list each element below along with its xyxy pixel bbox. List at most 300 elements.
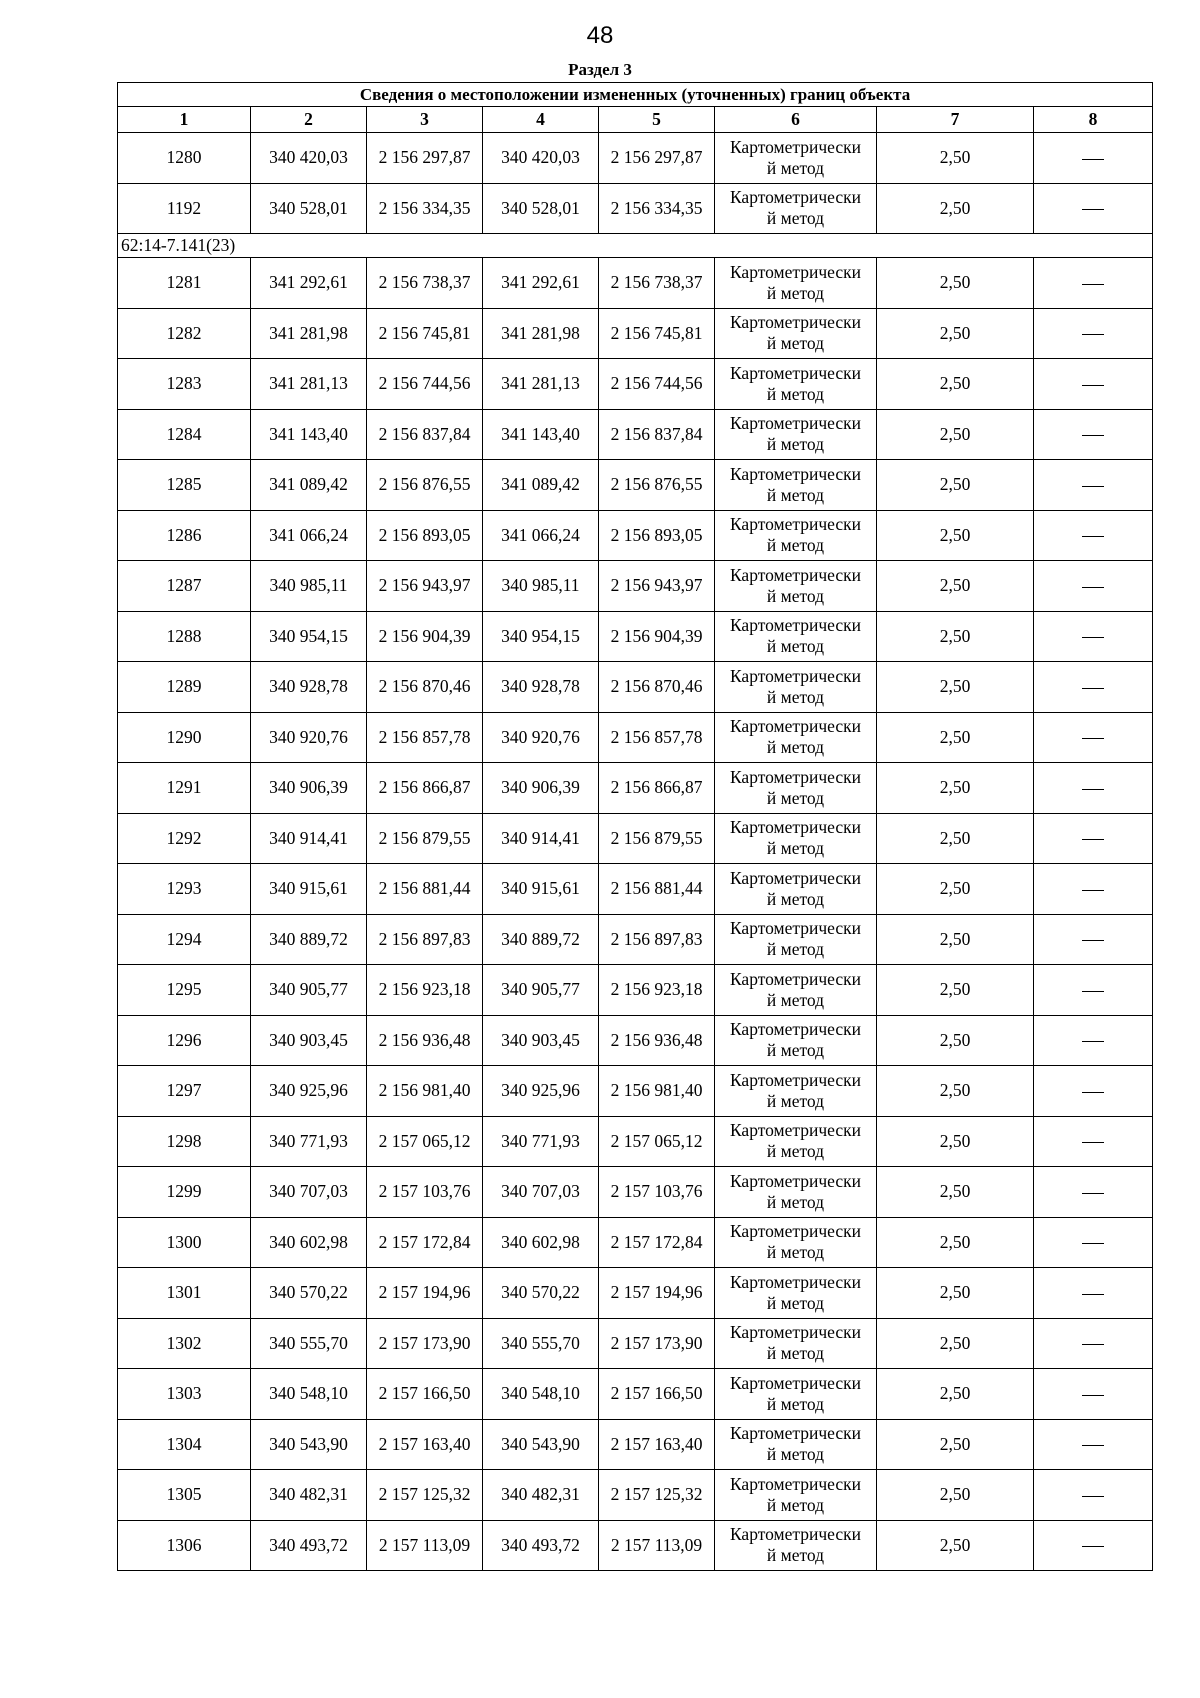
table-row xyxy=(118,914,1153,965)
note-cell xyxy=(1034,409,1153,460)
method-line: й метод xyxy=(766,535,825,556)
method-cell xyxy=(715,1217,877,1268)
x-new-cell: 340 707,03 xyxy=(483,1167,599,1218)
method-line: Картометрически xyxy=(729,312,862,333)
method-line: Картометрически xyxy=(729,463,862,484)
note-cell xyxy=(1034,1419,1153,1470)
y-old-cell: 2 156 866,87 xyxy=(367,763,483,814)
x-old-cell: 341 143,40 xyxy=(251,409,367,460)
point-number-cell: 1296 xyxy=(118,1015,251,1066)
point-number-cell: 1282 xyxy=(118,308,251,359)
accuracy-cell: 2,50 xyxy=(877,1419,1034,1470)
method-line: Картометрически xyxy=(729,1423,862,1444)
table-row xyxy=(118,258,1153,309)
page-number: 48 xyxy=(586,22,614,49)
table-row xyxy=(118,1470,1153,1521)
y-new-cell: 2 156 904,39 xyxy=(599,611,715,662)
accuracy-cell: 2,50 xyxy=(877,864,1034,915)
column-header: 3 xyxy=(367,107,483,133)
x-old-cell: 340 602,98 xyxy=(251,1217,367,1268)
method-cell xyxy=(715,460,877,511)
x-old-cell: 340 925,96 xyxy=(251,1066,367,1117)
y-old-cell: 2 157 172,84 xyxy=(367,1217,483,1268)
accuracy-cell: 2,50 xyxy=(877,133,1034,184)
point-number-cell: 1297 xyxy=(118,1066,251,1117)
x-new-cell: 340 528,01 xyxy=(483,183,599,234)
method-cell xyxy=(715,561,877,612)
accuracy-cell: 2,50 xyxy=(877,1520,1034,1571)
y-new-cell: 2 156 837,84 xyxy=(599,409,715,460)
dash-mark xyxy=(1082,486,1104,487)
x-old-cell: 341 089,42 xyxy=(251,460,367,511)
method-cell xyxy=(715,1419,877,1470)
method-cell xyxy=(715,183,877,234)
point-number-cell: 1302 xyxy=(118,1318,251,1369)
method-line: й метод xyxy=(766,434,825,455)
accuracy-cell: 2,50 xyxy=(877,409,1034,460)
accuracy-cell: 2,50 xyxy=(877,712,1034,763)
point-number-cell: 1295 xyxy=(118,965,251,1016)
y-new-cell: 2 156 744,56 xyxy=(599,359,715,410)
accuracy-cell: 2,50 xyxy=(877,914,1034,965)
method-line: Картометрически xyxy=(729,1271,862,1292)
y-new-cell: 2 156 334,35 xyxy=(599,183,715,234)
x-new-cell: 341 281,13 xyxy=(483,359,599,410)
y-new-cell: 2 156 738,37 xyxy=(599,258,715,309)
point-number-cell: 1305 xyxy=(118,1470,251,1521)
table-row xyxy=(118,763,1153,814)
method-line: Картометрически xyxy=(729,817,862,838)
note-cell xyxy=(1034,1015,1153,1066)
x-new-cell: 340 920,76 xyxy=(483,712,599,763)
point-number-cell: 1291 xyxy=(118,763,251,814)
y-old-cell: 2 156 981,40 xyxy=(367,1066,483,1117)
x-old-cell: 340 482,31 xyxy=(251,1470,367,1521)
method-line: й метод xyxy=(766,282,825,303)
note-cell xyxy=(1034,510,1153,561)
table-row xyxy=(118,133,1153,184)
x-new-cell: 340 903,45 xyxy=(483,1015,599,1066)
method-line: й метод xyxy=(766,1090,825,1111)
point-number-cell: 1298 xyxy=(118,1116,251,1167)
y-old-cell: 2 156 738,37 xyxy=(367,258,483,309)
dash-mark xyxy=(1082,1546,1104,1547)
note-cell xyxy=(1034,1167,1153,1218)
method-line: й метод xyxy=(766,383,825,404)
x-new-cell: 340 482,31 xyxy=(483,1470,599,1521)
dash-mark xyxy=(1082,1395,1104,1396)
table-row xyxy=(118,1268,1153,1319)
y-new-cell: 2 156 745,81 xyxy=(599,308,715,359)
y-new-cell: 2 156 297,87 xyxy=(599,133,715,184)
y-old-cell: 2 156 904,39 xyxy=(367,611,483,662)
note-cell xyxy=(1034,965,1153,1016)
accuracy-cell: 2,50 xyxy=(877,1066,1034,1117)
y-new-cell: 2 157 163,40 xyxy=(599,1419,715,1470)
dash-mark xyxy=(1082,1193,1104,1194)
accuracy-cell: 2,50 xyxy=(877,510,1034,561)
x-old-cell: 340 528,01 xyxy=(251,183,367,234)
point-number-cell: 1304 xyxy=(118,1419,251,1470)
method-cell xyxy=(715,1015,877,1066)
dash-mark xyxy=(1082,1041,1104,1042)
point-number-cell: 1283 xyxy=(118,359,251,410)
method-cell xyxy=(715,510,877,561)
group-label: 62:14-7.141(23) xyxy=(118,234,1153,258)
y-old-cell: 2 156 334,35 xyxy=(367,183,483,234)
method-line: й метод xyxy=(766,1242,825,1263)
method-line: Картометрически xyxy=(729,1069,862,1090)
x-old-cell: 340 543,90 xyxy=(251,1419,367,1470)
method-cell xyxy=(715,1369,877,1420)
method-cell xyxy=(715,662,877,713)
x-old-cell: 340 903,45 xyxy=(251,1015,367,1066)
method-cell xyxy=(715,1520,877,1571)
x-old-cell: 340 985,11 xyxy=(251,561,367,612)
dash-mark xyxy=(1082,1243,1104,1244)
table-row xyxy=(118,1217,1153,1268)
x-old-cell: 340 905,77 xyxy=(251,965,367,1016)
method-cell xyxy=(715,1318,877,1369)
accuracy-cell: 2,50 xyxy=(877,1217,1034,1268)
x-old-cell: 341 292,61 xyxy=(251,258,367,309)
x-old-cell: 340 906,39 xyxy=(251,763,367,814)
table-row xyxy=(118,1318,1153,1369)
accuracy-cell: 2,50 xyxy=(877,308,1034,359)
method-line: Картометрически xyxy=(729,1473,862,1494)
dash-mark xyxy=(1082,385,1104,386)
point-number-cell: 1306 xyxy=(118,1520,251,1571)
method-cell xyxy=(715,864,877,915)
point-number-cell: 1286 xyxy=(118,510,251,561)
dash-mark xyxy=(1082,789,1104,790)
method-line: Картометрически xyxy=(729,615,862,636)
method-cell xyxy=(715,763,877,814)
x-new-cell: 340 954,15 xyxy=(483,611,599,662)
accuracy-cell: 2,50 xyxy=(877,965,1034,1016)
x-new-cell: 340 928,78 xyxy=(483,662,599,713)
column-header: 1 xyxy=(118,107,251,133)
section-label: Раздел 3 xyxy=(568,60,632,79)
method-line: й метод xyxy=(766,585,825,606)
point-number-cell: 1288 xyxy=(118,611,251,662)
method-line: й метод xyxy=(766,157,825,178)
method-line: Картометрически xyxy=(729,918,862,939)
method-line: Картометрически xyxy=(729,716,862,737)
x-old-cell: 341 066,24 xyxy=(251,510,367,561)
point-number-cell: 1300 xyxy=(118,1217,251,1268)
accuracy-cell: 2,50 xyxy=(877,1318,1034,1369)
method-line: й метод xyxy=(766,787,825,808)
point-number-cell: 1294 xyxy=(118,914,251,965)
column-header: 5 xyxy=(599,107,715,133)
method-line: й метод xyxy=(766,636,825,657)
point-number-cell: 1290 xyxy=(118,712,251,763)
x-old-cell: 340 928,78 xyxy=(251,662,367,713)
y-new-cell: 2 156 870,46 xyxy=(599,662,715,713)
method-line: й метод xyxy=(766,1545,825,1566)
x-new-cell: 340 914,41 xyxy=(483,813,599,864)
note-cell xyxy=(1034,611,1153,662)
dash-mark xyxy=(1082,209,1104,210)
x-new-cell: 340 985,11 xyxy=(483,561,599,612)
x-old-cell: 340 548,10 xyxy=(251,1369,367,1420)
note-cell xyxy=(1034,1116,1153,1167)
accuracy-cell: 2,50 xyxy=(877,1116,1034,1167)
x-old-cell: 340 915,61 xyxy=(251,864,367,915)
accuracy-cell: 2,50 xyxy=(877,611,1034,662)
y-old-cell: 2 156 881,44 xyxy=(367,864,483,915)
method-line: й метод xyxy=(766,989,825,1010)
point-number-cell: 1287 xyxy=(118,561,251,612)
table-title: Сведения о местоположении измененных (уточненных) границ объекта xyxy=(118,83,1153,107)
y-old-cell: 2 157 125,32 xyxy=(367,1470,483,1521)
method-cell xyxy=(715,1066,877,1117)
y-new-cell: 2 157 172,84 xyxy=(599,1217,715,1268)
dash-mark xyxy=(1082,284,1104,285)
table-row xyxy=(118,712,1153,763)
method-cell xyxy=(715,1116,877,1167)
dash-mark xyxy=(1082,1294,1104,1295)
accuracy-cell: 2,50 xyxy=(877,1268,1034,1319)
y-old-cell: 2 156 936,48 xyxy=(367,1015,483,1066)
x-new-cell: 340 925,96 xyxy=(483,1066,599,1117)
method-line: Картометрически xyxy=(729,665,862,686)
method-line: Картометрически xyxy=(729,514,862,535)
method-line: Картометрически xyxy=(729,1372,862,1393)
dash-mark xyxy=(1082,890,1104,891)
y-new-cell: 2 156 943,97 xyxy=(599,561,715,612)
method-line: й метод xyxy=(766,838,825,859)
accuracy-cell: 2,50 xyxy=(877,1369,1034,1420)
table-row xyxy=(118,965,1153,1016)
method-line: Картометрически xyxy=(729,766,862,787)
dash-mark xyxy=(1082,991,1104,992)
note-cell xyxy=(1034,712,1153,763)
y-new-cell: 2 156 881,44 xyxy=(599,864,715,915)
method-cell xyxy=(715,914,877,965)
note-cell xyxy=(1034,561,1153,612)
method-line: Картометрически xyxy=(729,1322,862,1343)
method-line: Картометрически xyxy=(729,1221,862,1242)
note-cell xyxy=(1034,813,1153,864)
note-cell xyxy=(1034,914,1153,965)
coordinates-table xyxy=(117,82,1153,1571)
y-new-cell: 2 157 166,50 xyxy=(599,1369,715,1420)
method-line: Картометрически xyxy=(729,261,862,282)
note-cell xyxy=(1034,133,1153,184)
table-row xyxy=(118,561,1153,612)
accuracy-cell: 2,50 xyxy=(877,1470,1034,1521)
dash-mark xyxy=(1082,839,1104,840)
method-line: й метод xyxy=(766,686,825,707)
x-new-cell: 340 543,90 xyxy=(483,1419,599,1470)
accuracy-cell: 2,50 xyxy=(877,1167,1034,1218)
x-new-cell: 340 771,93 xyxy=(483,1116,599,1167)
method-line: й метод xyxy=(766,208,825,229)
point-number-cell: 1192 xyxy=(118,183,251,234)
accuracy-cell: 2,50 xyxy=(877,258,1034,309)
x-old-cell: 340 707,03 xyxy=(251,1167,367,1218)
dash-mark xyxy=(1082,159,1104,160)
y-old-cell: 2 157 194,96 xyxy=(367,1268,483,1319)
y-old-cell: 2 157 163,40 xyxy=(367,1419,483,1470)
method-cell xyxy=(715,611,877,662)
table-row xyxy=(118,864,1153,915)
method-line: й метод xyxy=(766,1040,825,1061)
x-old-cell: 341 281,98 xyxy=(251,308,367,359)
y-new-cell: 2 156 936,48 xyxy=(599,1015,715,1066)
dash-mark xyxy=(1082,536,1104,537)
dash-mark xyxy=(1082,587,1104,588)
accuracy-cell: 2,50 xyxy=(877,662,1034,713)
point-number-cell: 1281 xyxy=(118,258,251,309)
note-cell xyxy=(1034,460,1153,511)
table-row xyxy=(118,611,1153,662)
column-header: 8 xyxy=(1034,107,1153,133)
x-new-cell: 341 281,98 xyxy=(483,308,599,359)
table-row xyxy=(118,1066,1153,1117)
x-new-cell: 341 089,42 xyxy=(483,460,599,511)
dash-mark xyxy=(1082,1344,1104,1345)
y-new-cell: 2 157 113,09 xyxy=(599,1520,715,1571)
table-row xyxy=(118,359,1153,410)
y-new-cell: 2 157 173,90 xyxy=(599,1318,715,1369)
table-row xyxy=(118,1116,1153,1167)
method-line: Картометрически xyxy=(729,1120,862,1141)
column-header: 4 xyxy=(483,107,599,133)
dash-mark xyxy=(1082,1142,1104,1143)
point-number-cell: 1292 xyxy=(118,813,251,864)
accuracy-cell: 2,50 xyxy=(877,183,1034,234)
table-row xyxy=(118,662,1153,713)
point-number-cell: 1284 xyxy=(118,409,251,460)
x-new-cell: 340 915,61 xyxy=(483,864,599,915)
y-new-cell: 2 156 893,05 xyxy=(599,510,715,561)
method-line: й метод xyxy=(766,1292,825,1313)
column-header-row xyxy=(118,107,1153,133)
accuracy-cell: 2,50 xyxy=(877,813,1034,864)
y-new-cell: 2 156 981,40 xyxy=(599,1066,715,1117)
method-cell xyxy=(715,409,877,460)
point-number-cell: 1280 xyxy=(118,133,251,184)
method-line: й метод xyxy=(766,1444,825,1465)
dash-mark xyxy=(1082,1092,1104,1093)
note-cell xyxy=(1034,359,1153,410)
x-old-cell: 340 420,03 xyxy=(251,133,367,184)
x-old-cell: 340 771,93 xyxy=(251,1116,367,1167)
point-number-cell: 1293 xyxy=(118,864,251,915)
column-header: 7 xyxy=(877,107,1034,133)
x-old-cell: 340 889,72 xyxy=(251,914,367,965)
y-old-cell: 2 157 173,90 xyxy=(367,1318,483,1369)
note-cell xyxy=(1034,308,1153,359)
method-cell xyxy=(715,1268,877,1319)
method-line: й метод xyxy=(766,484,825,505)
method-line: й метод xyxy=(766,1393,825,1414)
table-row xyxy=(118,460,1153,511)
method-line: Картометрически xyxy=(729,187,862,208)
y-old-cell: 2 156 893,05 xyxy=(367,510,483,561)
note-cell xyxy=(1034,1520,1153,1571)
point-number-cell: 1285 xyxy=(118,460,251,511)
y-old-cell: 2 156 744,56 xyxy=(367,359,483,410)
method-line: й метод xyxy=(766,1141,825,1162)
note-cell xyxy=(1034,1318,1153,1369)
x-old-cell: 340 555,70 xyxy=(251,1318,367,1369)
method-cell xyxy=(715,813,877,864)
x-new-cell: 340 548,10 xyxy=(483,1369,599,1420)
y-new-cell: 2 156 923,18 xyxy=(599,965,715,1016)
method-cell xyxy=(715,712,877,763)
y-new-cell: 2 156 866,87 xyxy=(599,763,715,814)
note-cell xyxy=(1034,1066,1153,1117)
x-old-cell: 340 570,22 xyxy=(251,1268,367,1319)
y-old-cell: 2 157 103,76 xyxy=(367,1167,483,1218)
y-new-cell: 2 156 879,55 xyxy=(599,813,715,864)
y-old-cell: 2 156 745,81 xyxy=(367,308,483,359)
method-line: й метод xyxy=(766,1191,825,1212)
x-new-cell: 340 420,03 xyxy=(483,133,599,184)
y-old-cell: 2 156 879,55 xyxy=(367,813,483,864)
method-line: Картометрически xyxy=(729,968,862,989)
note-cell xyxy=(1034,763,1153,814)
method-line: Картометрически xyxy=(729,1019,862,1040)
y-old-cell: 2 157 166,50 xyxy=(367,1369,483,1420)
y-old-cell: 2 156 943,97 xyxy=(367,561,483,612)
dash-mark xyxy=(1082,334,1104,335)
table-row xyxy=(118,1419,1153,1470)
y-old-cell: 2 157 113,09 xyxy=(367,1520,483,1571)
point-number-cell: 1299 xyxy=(118,1167,251,1218)
x-new-cell: 340 906,39 xyxy=(483,763,599,814)
note-cell xyxy=(1034,1268,1153,1319)
y-old-cell: 2 156 923,18 xyxy=(367,965,483,1016)
x-new-cell: 341 143,40 xyxy=(483,409,599,460)
x-new-cell: 340 555,70 xyxy=(483,1318,599,1369)
table-row xyxy=(118,813,1153,864)
point-number-cell: 1303 xyxy=(118,1369,251,1420)
x-new-cell: 341 292,61 xyxy=(483,258,599,309)
method-cell xyxy=(715,1470,877,1521)
method-line: Картометрически xyxy=(729,362,862,383)
y-new-cell: 2 157 065,12 xyxy=(599,1116,715,1167)
y-old-cell: 2 157 065,12 xyxy=(367,1116,483,1167)
dash-mark xyxy=(1082,435,1104,436)
method-cell xyxy=(715,965,877,1016)
table-row xyxy=(118,1369,1153,1420)
note-cell xyxy=(1034,258,1153,309)
table-body xyxy=(118,83,1153,1571)
dash-mark xyxy=(1082,688,1104,689)
table-row xyxy=(118,183,1153,234)
y-old-cell: 2 156 857,78 xyxy=(367,712,483,763)
y-new-cell: 2 157 103,76 xyxy=(599,1167,715,1218)
method-line: Картометрически xyxy=(729,1170,862,1191)
method-line: й метод xyxy=(766,333,825,354)
dash-mark xyxy=(1082,637,1104,638)
method-line: й метод xyxy=(766,888,825,909)
note-cell xyxy=(1034,1470,1153,1521)
method-line: й метод xyxy=(766,737,825,758)
x-new-cell: 340 905,77 xyxy=(483,965,599,1016)
method-cell xyxy=(715,258,877,309)
method-line: й метод xyxy=(766,1494,825,1515)
column-header: 6 xyxy=(715,107,877,133)
note-cell xyxy=(1034,1217,1153,1268)
y-old-cell: 2 156 837,84 xyxy=(367,409,483,460)
dash-mark xyxy=(1082,738,1104,739)
